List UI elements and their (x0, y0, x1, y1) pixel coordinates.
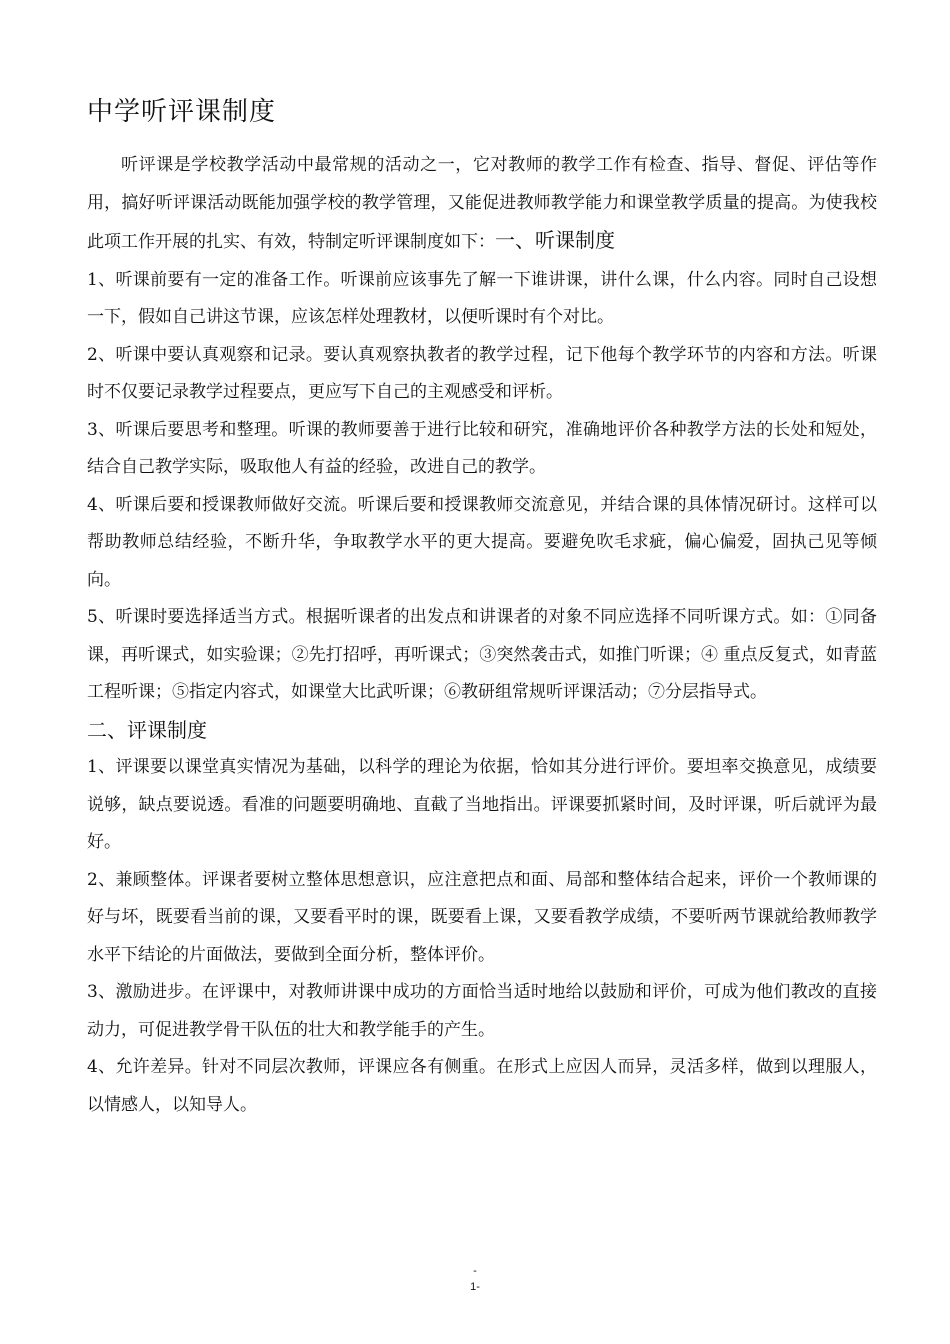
page-number: 1- (470, 1281, 480, 1293)
document-body (87, 147, 877, 1124)
section1-item-1: 1、听课前要有一定的准备工作。听课前应该事先了解一下谁讲课，讲什么课，什么内容。同时自己设想一下，假如自己讲这节课，应该怎样处理教材，以便听课时有个对比。 (87, 269, 877, 327)
document-title: 中学听评课制度 (87, 97, 277, 127)
footer-dash: - (473, 1265, 477, 1277)
section1-item-4: 4、听课后要和授课教师做好交流。听课后要和授课教师交流意见，并结合课的具体情况研讨。这样可以帮助教师总结经验，不断升华，争取教学水平的更大提高。要避免吹毛求疵，偏心偏爱，固执己见等倾向。 (87, 494, 877, 590)
section1-heading: 一、听课制度 (495, 228, 615, 252)
section1-item-2: 2、听课中要认真观察和记录。要认真观察执教者的教学过程，记下他每个教学环节的内容和方法。听课时不仅要记录教学过程要点，更应写下自己的主观感受和评析。 (87, 344, 877, 402)
section1-item-5: 5、听课时要选择适当方式。根据听课者的出发点和讲课者的对象不同应选择不同听课方式。如：①同备课，再听课式，如实验课；②先打招呼，再听课式；③突然袭击式，如推门听课；④ 重点反复式，如青蓝工程听课；⑤指定内容式，如课堂大比武听课；⑥教研组常规听评课活动；⑦分层指导式。 (87, 607, 877, 702)
section2-item-2: 2、兼顾整体。评课者要树立整体思想意识，应注意把点和面、局部和整体结合起来，评价一个教师课的好与坏，既要看当前的课，又要看平时的课，既要看上课，又要看教学成绩，不要听两节课就给教师教学水平下结论的片面做法，要做到全面分析，整体评价。 (87, 869, 877, 965)
intro-paragraph (87, 147, 877, 262)
section2-item-1: 1、评课要以课堂真实情况为基础，以科学的理论为依据，恰如其分进行评价。要坦率交换意见，成绩要说够，缺点要说透。看准的问题要明确地、直截了当地指出。评课要抓紧时间，及时评课，听后就评为最好。 (87, 757, 877, 852)
section1-item-3: 3、听课后要思考和整理。听课的教师要善于进行比较和研究，准确地评价各种教学方法的长处和短处，结合自己教学实际，吸取他人有益的经验，改进自己的教学。 (87, 419, 877, 477)
section2-heading: 二、评课制度 (87, 717, 207, 742)
intro-text: 听评课是学校教学活动中最常规的活动之一，它对教师的教学工作有检查、指导、督促、评估等作用，搞好听评课活动既能加强学校的教学管理，又能促进教师教学能力和课堂教学质量的提高。为使我校此项工作开展的扎实、有效，特制定听评课制度如下： (87, 155, 877, 252)
section2-item-3: 3、激励进步。在评课中，对教师讲课中成功的方面恰当适时地给以鼓励和评价，可成为他们教改的直接动力，可促进教学骨干队伍的壮大和教学能手的产生。 (87, 982, 877, 1040)
section2-item-4: 4、允许差异。针对不同层次教师，评课应各有侧重。在形式上应因人而异，灵活多样，做到以理服人，以情感人，以知导人。 (87, 1057, 877, 1115)
